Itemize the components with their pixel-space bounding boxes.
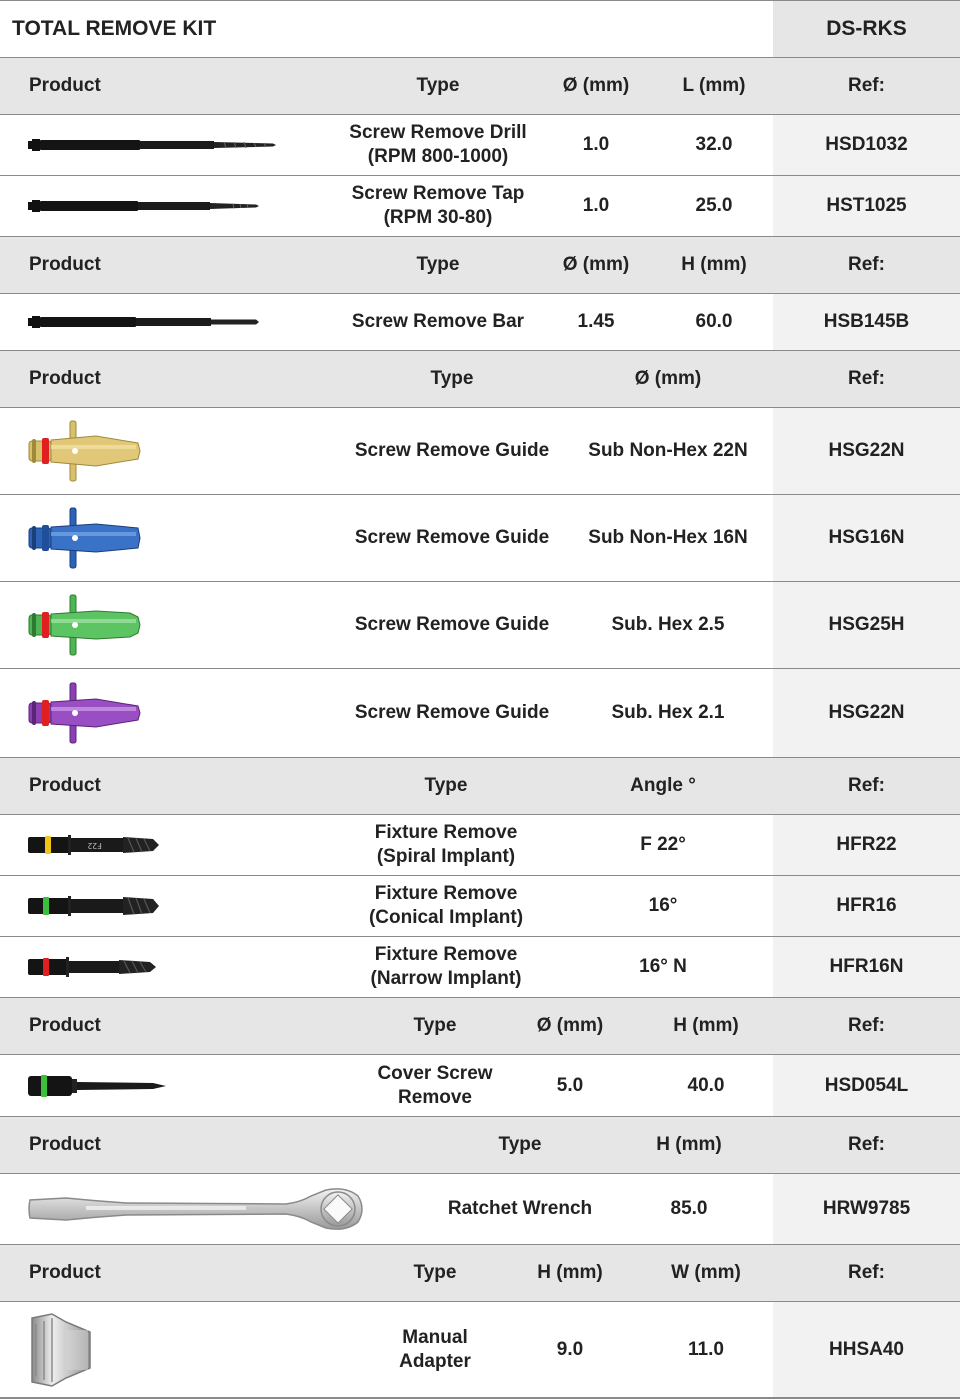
section-header bbox=[0, 350, 960, 407]
table-row bbox=[0, 1173, 960, 1244]
angle-cell: F 22° bbox=[640, 834, 686, 855]
height-cell: 60.0 bbox=[695, 311, 733, 332]
table-row bbox=[0, 581, 960, 668]
header-ref: Ref: bbox=[848, 1134, 885, 1155]
diameter-cell: Sub. Hex 2.1 bbox=[611, 702, 725, 723]
header-width: W (mm) bbox=[671, 1262, 741, 1283]
ref-cell: HSG22N bbox=[828, 702, 905, 723]
header-ref: Ref: bbox=[848, 1015, 885, 1036]
ref-cell: HSD1032 bbox=[825, 134, 908, 155]
table-row bbox=[0, 175, 960, 236]
guide-icon bbox=[26, 495, 146, 581]
fixture-remover-icon bbox=[28, 937, 163, 997]
manual-adapter-icon bbox=[26, 1302, 96, 1397]
header-height: H (mm) bbox=[681, 254, 747, 275]
fixture-remover-icon bbox=[28, 876, 163, 936]
header-product: Product bbox=[29, 1134, 101, 1155]
diameter-cell: 5.0 bbox=[556, 1074, 584, 1096]
header-type: Type bbox=[424, 775, 468, 796]
header-product: Product bbox=[29, 775, 101, 796]
header-type: Type bbox=[416, 254, 460, 275]
type-cell: Screw Remove Guide bbox=[354, 440, 550, 461]
header-ref: Ref: bbox=[848, 75, 885, 96]
header-type: Type bbox=[413, 1262, 457, 1283]
header-type: Type bbox=[430, 368, 474, 389]
page-title: TOTAL REMOVE KIT bbox=[12, 17, 217, 40]
type-cell: Manual Adapter bbox=[399, 1326, 471, 1372]
table-row bbox=[0, 668, 960, 757]
diameter-cell: Sub Non-Hex 22N bbox=[588, 440, 748, 461]
width-cell: 11.0 bbox=[688, 1338, 724, 1360]
header-height: H (mm) bbox=[673, 1015, 739, 1036]
ref-cell: HFR16N bbox=[829, 956, 904, 977]
length-cell: 25.0 bbox=[695, 195, 733, 216]
title-bar bbox=[0, 0, 960, 57]
header-diameter: Ø (mm) bbox=[536, 1015, 604, 1036]
ref-cell: HSG22N bbox=[828, 440, 905, 461]
header-diameter: Ø (mm) bbox=[562, 75, 630, 96]
header-diameter: Ø (mm) bbox=[562, 254, 630, 275]
guide-icon bbox=[26, 582, 146, 668]
type-cell: Fixture Remove (Narrow Implant) bbox=[370, 944, 522, 989]
type-cell: Ratchet Wrench bbox=[447, 1198, 593, 1219]
section-header bbox=[0, 997, 960, 1054]
table-row bbox=[0, 875, 960, 936]
ref-cell: HHSA40 bbox=[829, 1338, 904, 1360]
type-cell: Screw Remove Guide bbox=[354, 527, 550, 548]
type-cell: Screw Remove Tap (RPM 30-80) bbox=[351, 183, 525, 228]
type-cell: Cover Screw Remove bbox=[377, 1062, 493, 1108]
angle-cell: 16° N bbox=[639, 956, 687, 977]
diameter-cell: 1.0 bbox=[582, 195, 610, 216]
drill-icon bbox=[28, 115, 278, 175]
header-angle: Angle ° bbox=[630, 775, 696, 796]
header-type: Type bbox=[413, 1015, 457, 1036]
table-row bbox=[0, 293, 960, 350]
ref-cell: HSG16N bbox=[828, 527, 905, 548]
height-cell: 9.0 bbox=[556, 1338, 584, 1360]
ref-cell: HSB145B bbox=[823, 311, 910, 332]
guide-icon bbox=[26, 669, 146, 757]
header-ref: Ref: bbox=[848, 1262, 885, 1283]
header-ref: Ref: bbox=[848, 775, 885, 796]
section-header bbox=[0, 757, 960, 814]
type-cell: Screw Remove Guide bbox=[354, 702, 550, 723]
header-type: Type bbox=[498, 1134, 542, 1155]
ref-cell: HFR16 bbox=[836, 895, 897, 916]
guide-icon bbox=[26, 408, 146, 494]
header-type: Type bbox=[416, 75, 460, 96]
section-header bbox=[0, 1244, 960, 1301]
table-row bbox=[0, 494, 960, 581]
header-height: H (mm) bbox=[537, 1262, 603, 1283]
cover-screw-remover-icon bbox=[28, 1055, 173, 1116]
ref-cell: HFR22 bbox=[836, 834, 897, 855]
tap-icon bbox=[28, 176, 268, 236]
kit-code: DS-RKS bbox=[826, 17, 907, 40]
section-header bbox=[0, 1116, 960, 1173]
header-ref: Ref: bbox=[848, 254, 885, 275]
header-product: Product bbox=[29, 75, 101, 96]
ref-cell: HSG25H bbox=[828, 614, 905, 635]
height-cell: 40.0 bbox=[687, 1074, 725, 1096]
header-length: L (mm) bbox=[682, 75, 746, 96]
fixture-remover-icon bbox=[28, 815, 163, 875]
type-cell: Fixture Remove (Conical Implant) bbox=[368, 883, 524, 928]
header-product: Product bbox=[29, 1262, 101, 1283]
length-cell: 32.0 bbox=[695, 134, 733, 155]
header-height: H (mm) bbox=[656, 1134, 722, 1155]
header-diameter: Ø (mm) bbox=[634, 368, 702, 389]
angle-cell: 16° bbox=[648, 895, 678, 916]
diameter-cell: Sub. Hex 2.5 bbox=[611, 614, 725, 635]
section-header bbox=[0, 236, 960, 293]
header-product: Product bbox=[29, 1015, 101, 1036]
bar-icon bbox=[28, 294, 263, 350]
table-row bbox=[0, 114, 960, 175]
ratchet-wrench-icon bbox=[26, 1174, 366, 1244]
type-cell: Screw Remove Drill (RPM 800-1000) bbox=[349, 122, 527, 167]
table-row bbox=[0, 407, 960, 494]
section-header bbox=[0, 57, 960, 114]
table-row bbox=[0, 1054, 960, 1116]
ref-cell: HRW9785 bbox=[822, 1198, 911, 1219]
header-product: Product bbox=[29, 368, 101, 389]
table-row bbox=[0, 1301, 960, 1397]
ref-cell: HSD054L bbox=[824, 1074, 909, 1096]
header-product: Product bbox=[29, 254, 101, 275]
height-cell: 85.0 bbox=[670, 1198, 708, 1219]
kit-code-cell bbox=[773, 1, 960, 57]
table-row bbox=[0, 936, 960, 997]
diameter-cell: Sub Non-Hex 16N bbox=[588, 527, 748, 548]
header-ref: Ref: bbox=[848, 368, 885, 389]
ref-cell: HST1025 bbox=[826, 195, 907, 216]
diameter-cell: 1.0 bbox=[582, 134, 610, 155]
diameter-cell: 1.45 bbox=[577, 311, 615, 332]
type-cell: Screw Remove Bar bbox=[351, 311, 525, 332]
type-cell: Fixture Remove (Spiral Implant) bbox=[374, 822, 518, 867]
table-row bbox=[0, 814, 960, 875]
engraving-text: F22 bbox=[87, 841, 102, 850]
type-cell: Screw Remove Guide bbox=[354, 614, 550, 635]
